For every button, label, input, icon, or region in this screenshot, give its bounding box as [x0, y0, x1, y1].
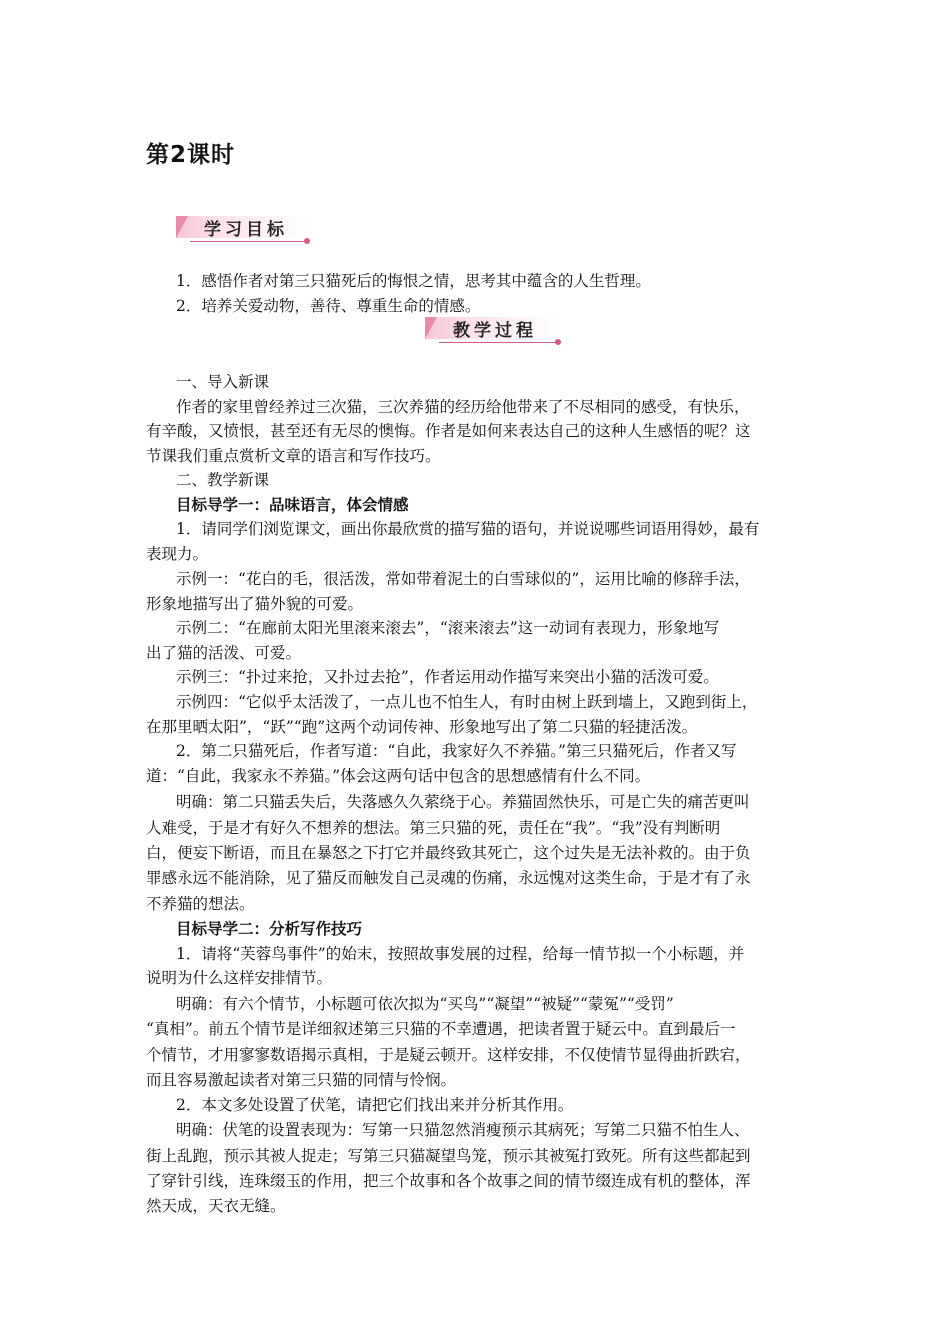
- body-line: 2．第二只猫死后，作者写道：“自此，我家好久不养猫。”第三只猫死后，作者又写: [176, 742, 737, 760]
- body-line: 示例四：“它似乎太活泼了，一点儿也不怕生人，有时由树上跃到墙上，又跑到街上，: [176, 693, 758, 711]
- body-line: 明确：有六个情节，小标题可依次拟为“买鸟”“凝望”“被疑”“蒙冤”“受罚”: [176, 995, 674, 1013]
- body-line: 了穿针引线，连珠缀玉的作用，把三个故事和各个故事之间的情节缀连成有机的整体，浑: [146, 1172, 751, 1190]
- dot-icon: [304, 238, 310, 244]
- page-title: 第2课时: [146, 142, 236, 168]
- body-line: 不养猫的想法。: [146, 895, 255, 913]
- body-line: 明确：第二只猫丢失后，失落感久久萦绕于心。养猫固然快乐，可是亡失的痛苦更叫: [176, 793, 750, 811]
- body-line: “真相”。前五个情节是详细叙述第三只猫的不幸遭遇，把读者置于疑云中。直到最后一: [146, 1020, 736, 1038]
- body-line: 说明为什么这样安排情节。: [146, 969, 333, 987]
- body-line: 在那里晒太阳”，“跃”“跑”这两个动词传神、形象地写出了第二只猫的轻捷活泼。: [146, 718, 698, 736]
- body-line: 有辛酸，又愤恨，甚至还有无尽的懊悔。作者是如何来表达自己的这种人生感悟的呢？这: [146, 422, 751, 440]
- body-line: 示例一：“花白的毛，很活泼，常如带着泥土的白雪球似的”，运用比喻的修辞手法，: [176, 570, 750, 588]
- body-line: 形象地描写出了猫外貌的可爱。: [146, 595, 364, 613]
- body-line: 示例三：“扑过来抢，又扑过去抢”，作者运用动作描写来突出小猫的活泼可爱。: [176, 668, 719, 686]
- section-label-process: [425, 317, 559, 345]
- dot-icon: [555, 339, 561, 345]
- body-line: 节课我们重点赏析文章的语言和写作技巧。: [146, 447, 441, 465]
- flag-marker-icon: [176, 216, 188, 238]
- body-line: 作者的家里曾经养过三次猫，三次养猫的经历给他带来了不尽相同的感受，有快乐，: [176, 398, 750, 416]
- heading-intro: 一、导入新课: [176, 373, 270, 391]
- body-line: 出了猫的活泼、可爱。: [146, 644, 302, 662]
- section-title: 教学过程: [453, 321, 537, 341]
- body-line: 个情节，才用寥寥数语揭示真相，于是疑云顿开。这样安排，不仅使情节显得曲折跌宕，: [146, 1046, 751, 1064]
- body-line: 示例二：“在廊前太阳光里滚来滚去”，“滚来滚去”这一动词有表现力，形象地写: [176, 619, 720, 637]
- heading-new-lesson: 二、教学新课: [176, 471, 270, 489]
- body-line: 道：“自此，我家永不养猫。”体会这两句话中包含的思想感情有什么不同。: [146, 767, 651, 785]
- body-line: 1．请同学们浏览课文，画出你最欣赏的描写猫的语句，并说说哪些词语用得妙，最有: [176, 520, 760, 538]
- body-line: 白，便妄下断语，而且在暴怒之下打它并最终致其死亡，这个过失是无法补救的。由于负: [146, 844, 751, 862]
- body-line: 人难受，于是才有好久不想养的想法。第三只猫的死，责任在“我”。“我”没有判断明: [146, 819, 721, 837]
- body-line: 表现力。: [146, 545, 209, 563]
- body-line: 街上乱跑，预示其被人捉走；写第三只猫凝望鸟笼，预示其被冤打致死。所有这些都起到: [146, 1147, 751, 1165]
- section-title: 学习目标: [204, 220, 288, 240]
- body-line: 1．请将“芙蓉鸟事件”的始末，按照故事发展的过程，给每一情节拟一个小标题，并: [176, 945, 745, 963]
- body-line: 罪感永远不能消除，见了猫反而触发自己灵魂的伤痛，永远愧对这类生命，于是才有了永: [146, 869, 751, 887]
- body-line: 明确：伏笔的设置表现为：写第一只猫忽然消瘦预示其病死；写第二只猫不怕生人、: [176, 1121, 750, 1139]
- objective-item: 1．感悟作者对第三只猫死后的悔恨之情，思考其中蕴含的人生哲理。: [176, 272, 651, 290]
- body-line: 而且容易激起读者对第三只猫的同情与怜悯。: [146, 1071, 457, 1089]
- body-line: 2．本文多处设置了伏笔，请把它们找出来并分析其作用。: [176, 1096, 574, 1114]
- flag-marker-icon: [425, 317, 437, 339]
- subheading-goal-two: 目标导学二：分析写作技巧: [176, 920, 363, 938]
- section-label-objectives: [176, 216, 308, 244]
- subheading-goal-one: 目标导学一：品味语言，体会情感: [176, 496, 409, 514]
- objective-item: 2．培养关爱动物，善待、尊重生命的情感。: [176, 297, 481, 315]
- body-line: 然天成，天衣无缝。: [146, 1197, 286, 1215]
